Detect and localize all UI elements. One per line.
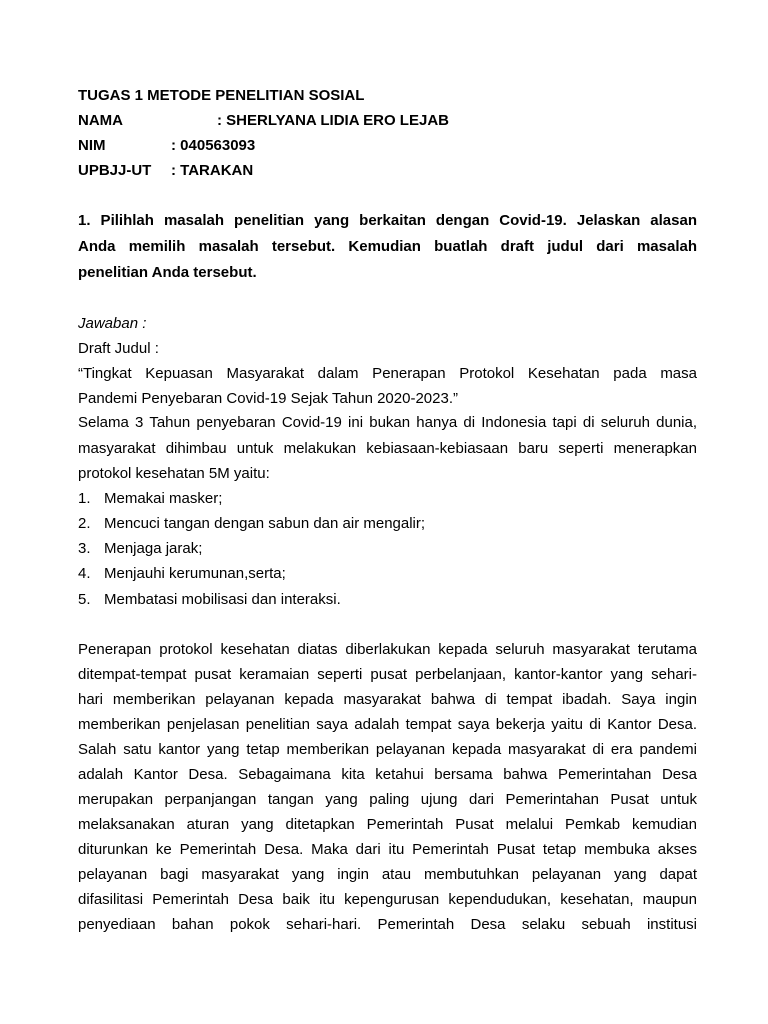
intro-line: Selama 3 Tahun penyebaran Covid-19 ini bukan hanya di Indonesia tapi di seluruh dunia, bbox=[78, 414, 697, 431]
list-item: Menjaga jarak; bbox=[104, 540, 203, 557]
list-item: Menjauhi kerumunan,serta; bbox=[104, 565, 286, 582]
list-item-number: 2. bbox=[78, 515, 91, 532]
paragraph-line: penyediaan bahan pokok sehari-hari. Pemerintah Desa selaku sebuah institusi bbox=[78, 916, 697, 933]
paragraph-line: pelayanan bagi masyarakat yang ingin atau membutuhkan pelayanan yang dapat bbox=[78, 866, 697, 883]
list-item-number: 5. bbox=[78, 591, 91, 608]
paragraph-line: diturunkan ke Pemerintah Desa. Maka dari itu Pemerintah Pusat tetap membuka akses bbox=[78, 841, 697, 858]
list-item-number: 4. bbox=[78, 565, 91, 582]
intro-line: masyarakat dihimbau untuk melakukan kebiasaan-kebiasaan baru seperti menerapkan bbox=[78, 440, 697, 457]
list-item-number: 1. bbox=[78, 490, 91, 507]
list-item: Membatasi mobilisasi dan interaksi. bbox=[104, 591, 341, 608]
upbjj-value: : TARAKAN bbox=[171, 162, 254, 179]
question-line: Anda memilih masalah tersebut. Kemudian buatlah draft judul dari masalah bbox=[78, 238, 697, 255]
paragraph-line: Salah satu kantor yang tetap memberikan pelayanan kepada masyarakat di era pandemi bbox=[78, 741, 697, 758]
question-line: 1. Pilihlah masalah penelitian yang berkaitan dengan Covid-19. Jelaskan alasan bbox=[78, 212, 697, 229]
paragraph-line: difasilitasi Pemerintah Desa baik itu kepengurusan kependudukan, kesehatan, maupun bbox=[78, 891, 697, 908]
answer-heading: Jawaban : bbox=[78, 315, 147, 332]
paragraph-line: adalah Kantor Desa. Sebagaimana kita ketahui bersama bahwa Pemerintahan Desa bbox=[78, 766, 697, 783]
list-item: Memakai masker; bbox=[104, 490, 223, 507]
document-title: TUGAS 1 METODE PENELITIAN SOSIAL bbox=[78, 87, 365, 104]
paragraph-line: hari memberikan pelayanan kepada masyarakat bahwa di tempat ibadah. Saya ingin bbox=[78, 691, 697, 708]
nim-value: : 040563093 bbox=[171, 137, 256, 154]
draft-title-line: “Tingkat Kepuasan Masyarakat dalam Penerapan Protokol Kesehatan pada masa bbox=[78, 365, 697, 382]
name-label: NAMA bbox=[78, 112, 123, 129]
paragraph-line: melaksanakan aturan yang ditetapkan Pemerintah Pusat melalui Pemkab kemudian bbox=[78, 816, 697, 833]
draft-title-line: Pandemi Penyebaran Covid-19 Sejak Tahun 2020-2023.” bbox=[78, 390, 458, 407]
paragraph-line: ditempat-tempat pusat keramaian seperti pusat perbelanjaan, kantor-kantor yang sehari- bbox=[78, 666, 697, 683]
draft-title-label: Draft Judul : bbox=[78, 340, 159, 357]
list-item-number: 3. bbox=[78, 540, 91, 557]
list-item: Mencuci tangan dengan sabun dan air mengalir; bbox=[104, 515, 426, 532]
question-line: penelitian Anda tersebut. bbox=[78, 264, 257, 281]
upbjj-label: UPBJJ-UT bbox=[78, 162, 152, 179]
paragraph-line: merupakan perpanjangan tangan yang paling ujung dari Pemerintahan Pusat untuk bbox=[78, 791, 697, 808]
paragraph-line: Penerapan protokol kesehatan diatas diberlakukan kepada seluruh masyarakat terutama bbox=[78, 641, 697, 658]
paragraph-line: memberikan penjelasan penelitian saya adalah tempat saya bekerja yaitu di Kantor Desa. bbox=[78, 716, 697, 733]
name-value: : SHERLYANA LIDIA ERO LEJAB bbox=[217, 112, 449, 129]
intro-line: protokol kesehatan 5M yaitu: bbox=[78, 465, 270, 482]
nim-label: NIM bbox=[78, 137, 106, 154]
